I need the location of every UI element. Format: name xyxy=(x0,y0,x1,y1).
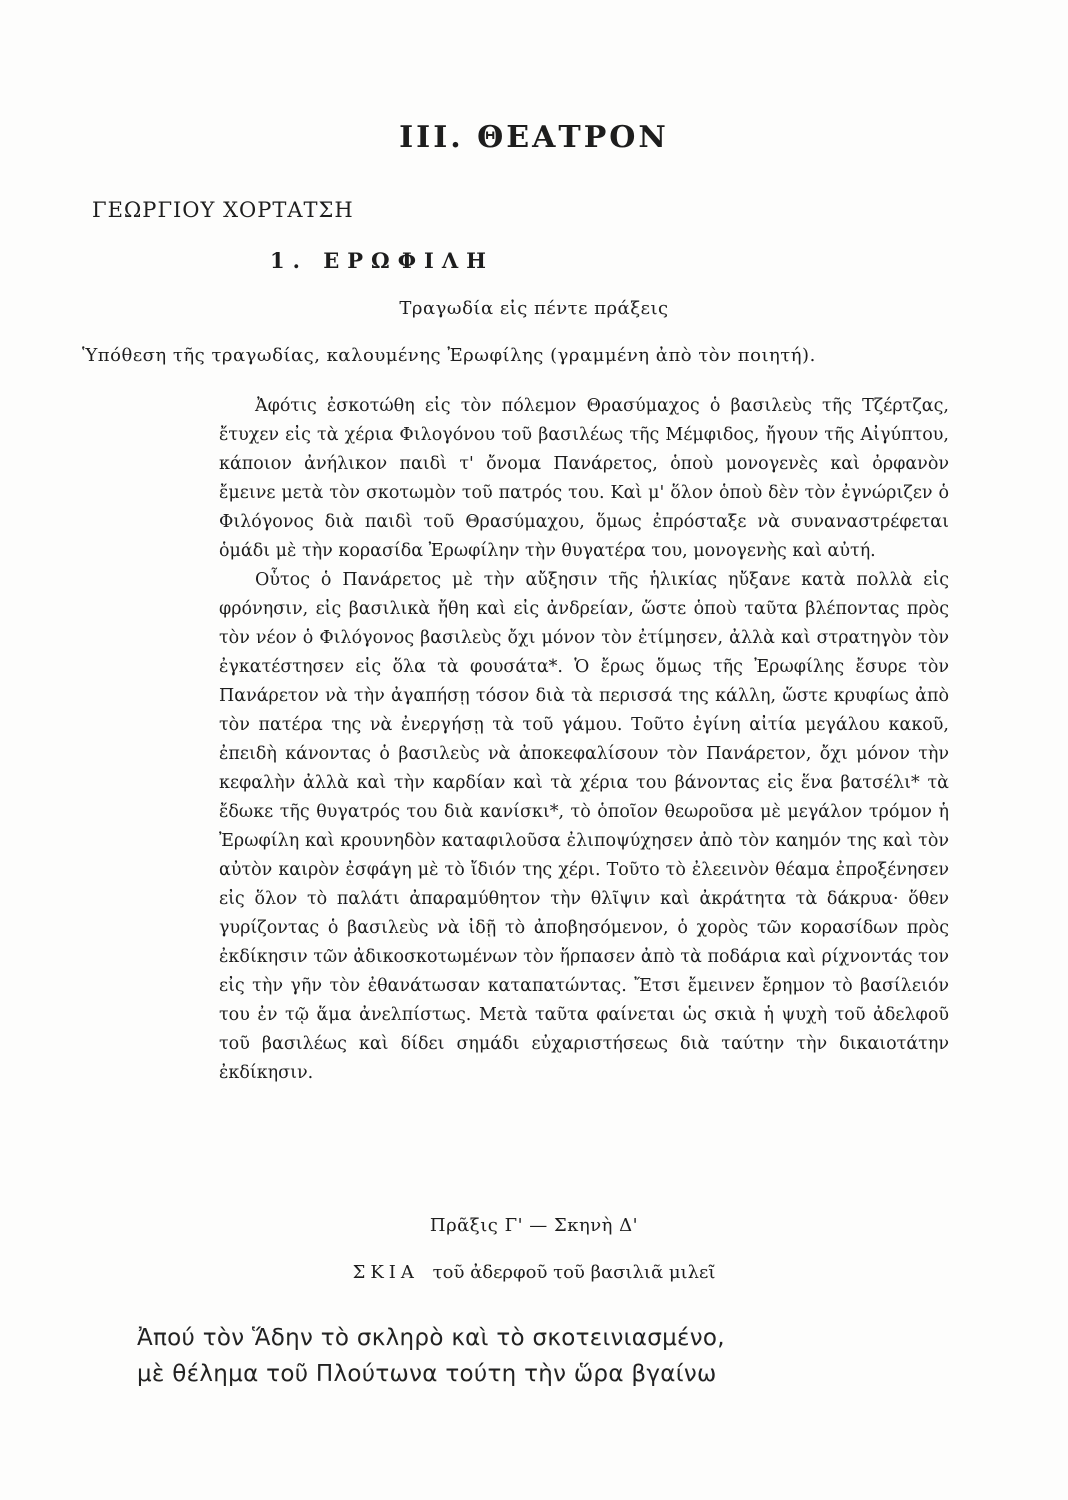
verse-line: μὲ θέλημα τοῦ Πλούτωνα τούτη τὴν ὥρα βγαίνω xyxy=(137,1361,717,1387)
synopsis-paragraph: Οὗτος ὁ Πανάρετος μὲ τὴν αὔξησιν τῆς ἡλικίας ηὔξανε κατὰ πολλὰ εἰς φρόνησιν, εἰς βασιλικὰ ἤθη καὶ εἰς ἀνδρείαν, ὥστε ὁποὺ ταῦτα βλέποντας πρὸς τὸν νέον ὁ Φιλόγονος βασιλεὺς ὄχι μόνον τὸν ἐτίμησεν, ἀλλὰ καὶ στρατηγὸν τὸν ἐγκατέστησεν εἰς ὅλα τὰ φουσάτα*. Ὁ ἔρως ὅμως τῆς Ἐρωφίλης ἔσυρε τὸν Πανάρετον νὰ τὴν ἀγαπήσῃ τόσον διὰ τὰ περισσά της κάλλη, ὥστε κρυφίως ἀπὸ τὸν πατέρα της νὰ ἐνεργήσῃ τὰ τοῦ γάμου. Τοῦτο ἐγίνη αἰτία μεγάλου κακοῦ, ἐπειδὴ κάνοντας ὁ βασιλεὺς νὰ ἀποκεφαλίσουν τὸν Πανάρετον, ὄχι μόνον τὴν κεφαλὴν ἀλλὰ καὶ τὴν καρδίαν καὶ τὰ χέρια του βάνοντας εἰς ἕνα βατσέλι* τὰ ἔδωκε τῆς θυγατρός του διὰ κανίσκι*, τὸ ὁποῖον θεωροῦσα μὲ μεγάλον τρόμον ἡ Ἐρωφίλη καὶ κρουνηδὸν καταφιλοῦσα ἐλιποψύχησεν ἀπὸ τὸν καημόν της καὶ τὸν αὐτὸν καιρὸν ἐσφάγη μὲ τὸ ἴδιόν της χέρι. Τοῦτο τὸ ἐλεεινὸν θέαμα ἐπροξένησεν εἰς ὅλον τὸ παλάτι ἀπαραμύθητον τὴν θλῖψιν καὶ ἀκράτητα τὰ δάκρυα· ὅθεν γυρίζοντας ὁ βασιλεὺς νὰ ἰδῇ τὸ ἀποβησόμενον, ὁ χορὸς τῶν κορασίδων πρὸς ἐκδίκησιν τῶν ἀδικοσκοτωμένων τὸν ἥρπασεν ἀπὸ τὰ ποδάρια καὶ ρίχνοντάς τον εἰς τὴν γῆν τὸν ἐθανάτωσαν καταπατώντας. Ἔτσι ἔμεινεν ἔρημον τὸ βασίλειόν του ἐν τῷ ἅμα ἀνελπίστως. Μετὰ ταῦτα φαίνεται ὡς σκιὰ ἡ ψυχὴ τοῦ ἀδελφοῦ τοῦ βασιλέως καὶ δίδει σημάδι εὐχαριστήσεως διὰ ταύτην τὴν δικαιοτάτην ἐκδίκησιν. xyxy=(219,570,949,1083)
synopsis-heading: Ὑπόθεση τῆς τραγωδίας, καλουμένης Ἐρωφίλης (γραμμένη ἀπὸ τὸν ποιητή). xyxy=(82,345,816,366)
author-name: ΓΕΩΡΓΙΟΥ ΧΟΡΤΑΤΣΗ xyxy=(92,198,354,222)
synopsis-body xyxy=(219,392,949,1088)
verse-line: Ἀπού τὸν Ἅδην τὸ σκληρὸ καὶ τὸ σκοτεινιασμένο, xyxy=(137,1325,725,1351)
section-title: III. ΘΕΑΤΡΟΝ xyxy=(399,120,669,155)
synopsis-paragraph: Ἀφότις ἐσκοτώθη εἰς τὸν πόλεμον Θρασύμαχος ὁ βασιλεὺς τῆς Τζέρτζας, ἔτυχεν εἰς τὰ χέρια Φιλογόνου τοῦ βασιλέως τῆς Μέμφιδος, ἤγουν τῆς Αἰγύπτου, κάποιον ἀνήλικον παιδὶ τ' ὄνομα Πανάρετος, ὁποὺ μονογενὲς καὶ ὀρφανὸν ἔμεινε μετὰ τὸν σκοτωμὸν τοῦ πατρός του. Καὶ μ' ὅλον ὁποὺ δὲν τὸν ἐγνώριζεν ὁ Φιλόγονος διὰ παιδὶ τοῦ Θρασύμαχου, ὅμως ἐπρόσταξε νὰ συναναστρέφεται ὁμάδι μὲ τὴν κορασίδα Ἐρωφίλην τὴν θυγατέρα του, μονογενὴς καὶ αὐτή. xyxy=(219,396,949,561)
scene-heading: Πρᾶξις Γ' — Σκηνὴ Δ' xyxy=(429,1215,639,1236)
speaker-name: ΣΚΙΑ xyxy=(352,1262,419,1283)
play-title: 1. ΕΡΩΦΙΛΗ xyxy=(270,248,494,273)
speaker-description: τοῦ ἀδερφοῦ τοῦ βασιλιᾶ μιλεῖ xyxy=(432,1262,716,1283)
verse-block xyxy=(137,1320,725,1392)
speaker-line xyxy=(0,1262,1068,1283)
play-subtitle: Τραγωδία εἰς πέντε πράξεις xyxy=(399,298,669,319)
